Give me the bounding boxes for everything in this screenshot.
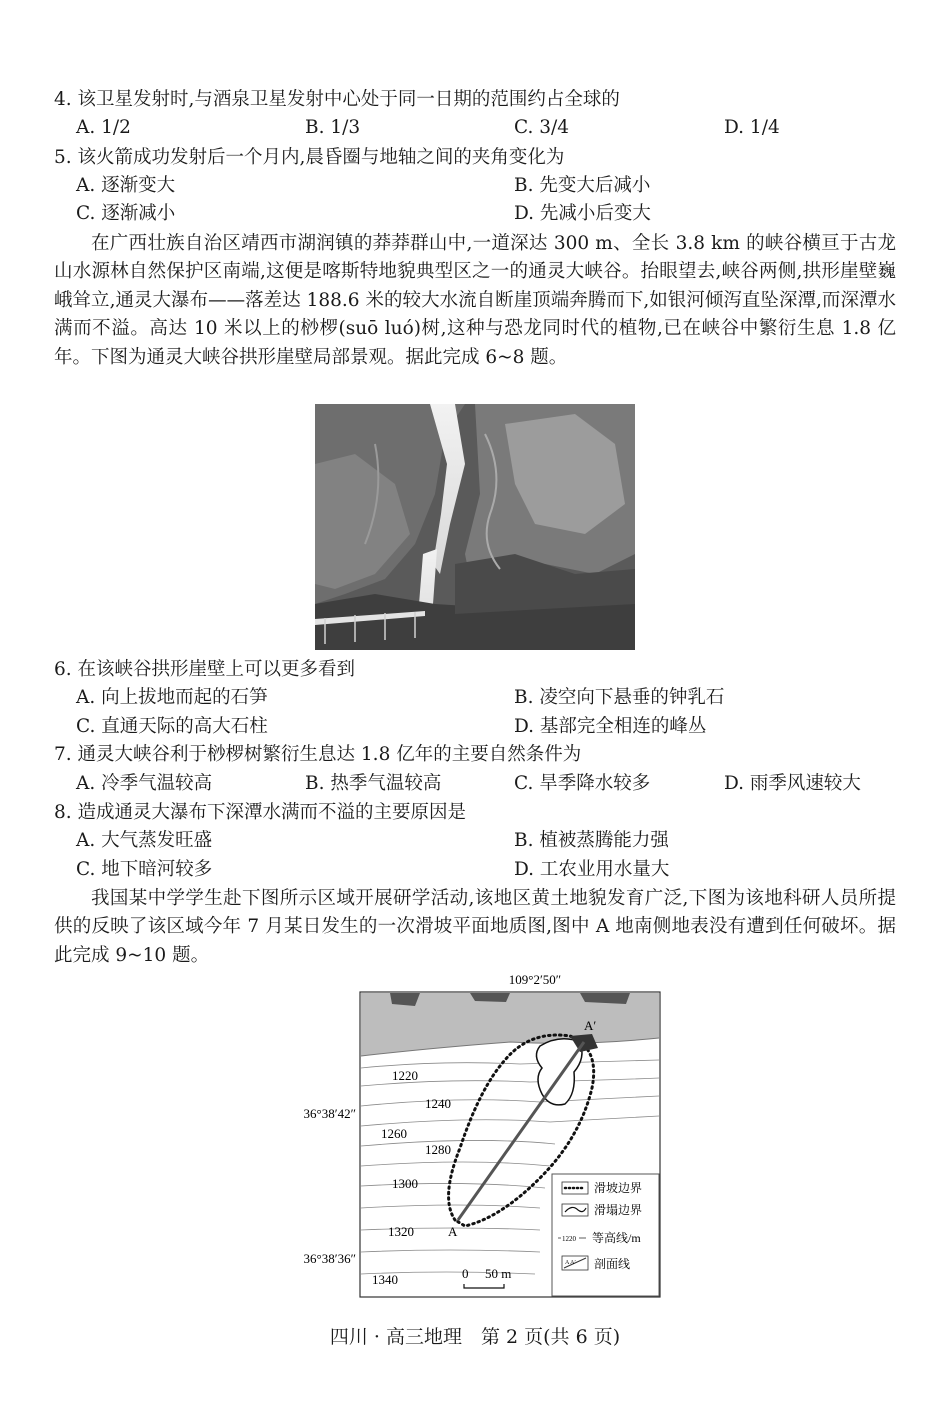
contour-label: 1220 — [392, 1068, 418, 1083]
question-8-stem: 8. 造成通灵大瀑布下深潭水满而不溢的主要原因是 — [54, 802, 467, 823]
question-7-option-b: B. 热季气温较高 — [305, 773, 442, 794]
contour-label: 1300 — [392, 1176, 418, 1191]
contour-label: 1340 — [372, 1272, 398, 1287]
canyon-waterfall-photo — [315, 404, 635, 650]
question-4-option-a: A. 1/2 — [76, 117, 131, 138]
page-footer: 四川 · 高三地理 第 2 页(共 6 页) — [329, 1326, 621, 1348]
contour-label: 1280 — [425, 1142, 451, 1157]
passage-2-text: 我国某中学学生赴下图所示区域开展研学活动,该地区黄土地貌发育广泛,下图为该地科研人员所提供的反映了该区域今年 7 月某日发生的一次滑坡平面地质图,图中 A 地南侧地表没有遭到任何破坏。据此完成 9~10 题。 — [54, 888, 896, 966]
contour-label: 1320 — [388, 1224, 414, 1239]
passage-tongling-canyon — [54, 230, 896, 372]
legend-contour-sample: 1220 — [562, 1235, 576, 1243]
question-5-option-d: D. 先减小后变大 — [514, 203, 651, 224]
question-6-option-b: B. 凌空向下悬垂的钟乳石 — [514, 687, 725, 708]
question-8-option-c: C. 地下暗河较多 — [76, 859, 213, 880]
legend-contour: 等高线/m — [592, 1231, 641, 1245]
longitude-label: 109°2′50″ — [508, 972, 562, 987]
passage-1-text: 在广西壮族自治区靖西市湖润镇的莽莽群山中,一道深达 300 m、全长 3.8 km 的峡谷横亘于古龙山水源林自然保护区南端,这便是喀斯特地貌典型区之一的通灵大峡谷。抬眼望去,峡谷两侧,拱形崖壁巍峨耸立,通灵大瀑布——落差达 188.6 米的较大水流自断崖顶端奔腾而下,如银河倾泻直坠深潭,而深潭水满而不溢。高达 10 米以上的桫椤(suō luó)树,这种与恐龙同时代的植物,已在峡谷中繁衍生息 1.8 亿年。下图为通灵大峡谷拱形崖壁局部景观。据此完成 6~8 题。 — [54, 233, 896, 368]
question-6-stem: 6. 在该峡谷拱形崖壁上可以更多看到 — [54, 659, 356, 680]
question-7-option-c: C. 旱季降水较多 — [514, 773, 651, 794]
question-8-option-b: B. 植被蒸腾能力强 — [514, 830, 669, 851]
question-4-option-d: D. 1/4 — [724, 117, 780, 138]
question-4-option-c: C. 3/4 — [514, 117, 570, 138]
question-5-option-a: A. 逐渐变大 — [76, 175, 176, 196]
point-a-prime-label: A′ — [584, 1018, 597, 1033]
question-7-option-d: D. 雨季风速较大 — [724, 773, 861, 794]
question-5-stem: 5. 该火箭成功发射后一个月内,晨昏圈与地轴之间的夹角变化为 — [54, 147, 565, 168]
scale-label: 50 m — [485, 1266, 512, 1281]
question-8-option-d: D. 工农业用水量大 — [514, 859, 670, 880]
question-6-option-a: A. 向上拔地而起的石笋 — [76, 687, 268, 708]
map-legend — [552, 1174, 659, 1296]
question-6-option-c: C. 直通天际的高大石柱 — [76, 716, 268, 737]
passage-landslide — [54, 885, 896, 970]
question-5-option-b: B. 先变大后减小 — [514, 175, 651, 196]
question-4-option-b: B. 1/3 — [305, 117, 361, 138]
question-7-stem: 7. 通灵大峡谷利于桫椤树繁衍生息达 1.8 亿年的主要自然条件为 — [54, 744, 582, 765]
legend-profile-icon: A A′ — [565, 1260, 576, 1266]
question-6-option-d: D. 基部完全相连的峰丛 — [514, 716, 707, 737]
question-7-option-a: A. 冷季气温较高 — [76, 773, 213, 794]
legend-landslide: 滑坡边界 — [594, 1181, 643, 1195]
contour-label: 1240 — [425, 1096, 451, 1111]
legend-profile: 剖面线 — [594, 1257, 631, 1271]
latitude-bottom-label: 36°38′36″ — [303, 1251, 356, 1266]
point-a-label: A — [448, 1224, 458, 1239]
question-5-option-c: C. 逐渐减小 — [76, 203, 176, 224]
landslide-geologic-map — [280, 968, 680, 1308]
question-4-stem: 4. 该卫星发射时,与酒泉卫星发射中心处于同一日期的范围约占全球的 — [54, 89, 620, 110]
contour-label: 1260 — [381, 1126, 407, 1141]
question-8-option-a: A. 大气蒸发旺盛 — [76, 830, 213, 851]
scale-zero: 0 — [462, 1266, 469, 1281]
latitude-top-label: 36°38′42″ — [303, 1106, 356, 1121]
legend-collapse: 滑塌边界 — [594, 1203, 643, 1217]
